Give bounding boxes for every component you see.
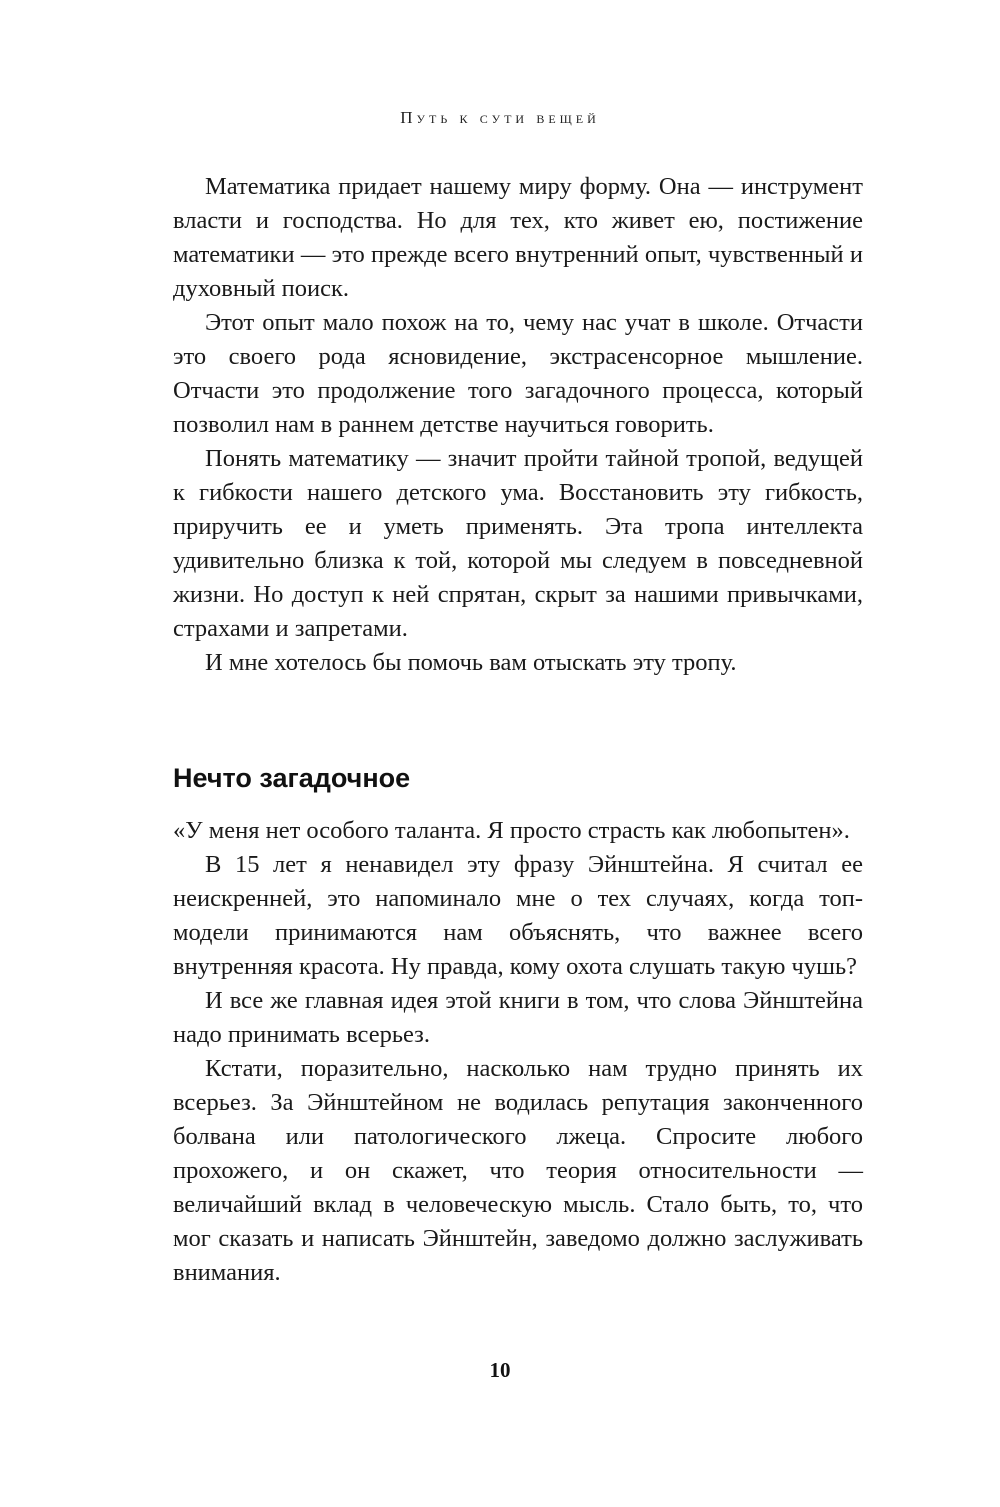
section-text-block	[173, 814, 863, 1290]
section-heading: Нечто загадочное	[173, 763, 411, 793]
paragraph: И мне хотелось бы помочь вам отыскать эту тропу.	[205, 649, 737, 676]
page-number: 10	[489, 1358, 511, 1382]
paragraph: Математика придает нашему миру форму. Она — инструмент власти и господства. Но для тех, кто живет ею, постижение математики — это прежде всего внутренний опыт, чувственный и духовный поиск.	[173, 173, 863, 302]
paragraph: В 15 лет я ненавидел эту фразу Эйнштейна. Я считал ее неискренней, это напоминало мне о тех случаях, когда топ-модели принимаются нам объяснять, что важнее всего внутренняя красота. Ну правда, кому охота слушать такую чушь?	[173, 851, 863, 980]
paragraph: И все же главная идея этой книги в том, что слова Эйнштейна надо принимать всерьез.	[173, 987, 863, 1048]
intro-text-block	[173, 170, 863, 680]
paragraph: Кстати, поразительно, насколько нам трудно принять их всерьез. За Эйнштейном не водилась репутация законченного болвана или патологического лжеца. Спросите любого прохожего, и он скажет, что теория относительности — величайший вклад в человеческую мысль. Стало быть, то, что мог сказать и написать Эйнштейн, заведомо должно заслуживать внимания.	[173, 1055, 863, 1286]
running-head: Путь к сути вещей	[400, 108, 600, 127]
paragraph: Этот опыт мало похож на то, чему нас учат в школе. Отчасти это своего рода ясновидение, экстрасенсорное мышление. Отчасти это продолжение того загадочного процесса, который позволил нам в раннем детстве научиться говорить.	[173, 309, 863, 438]
quote-paragraph: «У меня нет особого таланта. Я просто страсть как любопытен».	[173, 817, 850, 844]
paragraph: Понять математику — значит пройти тайной тропой, ведущей к гибкости нашего детского ума. Восстановить эту гибкость, приручить ее и уметь применять. Эта тропа интеллекта удивительно близка к той, которой мы следуем в повседневной жизни. Но доступ к ней спрятан, скрыт за нашими привычками, страхами и запретами.	[173, 445, 863, 642]
